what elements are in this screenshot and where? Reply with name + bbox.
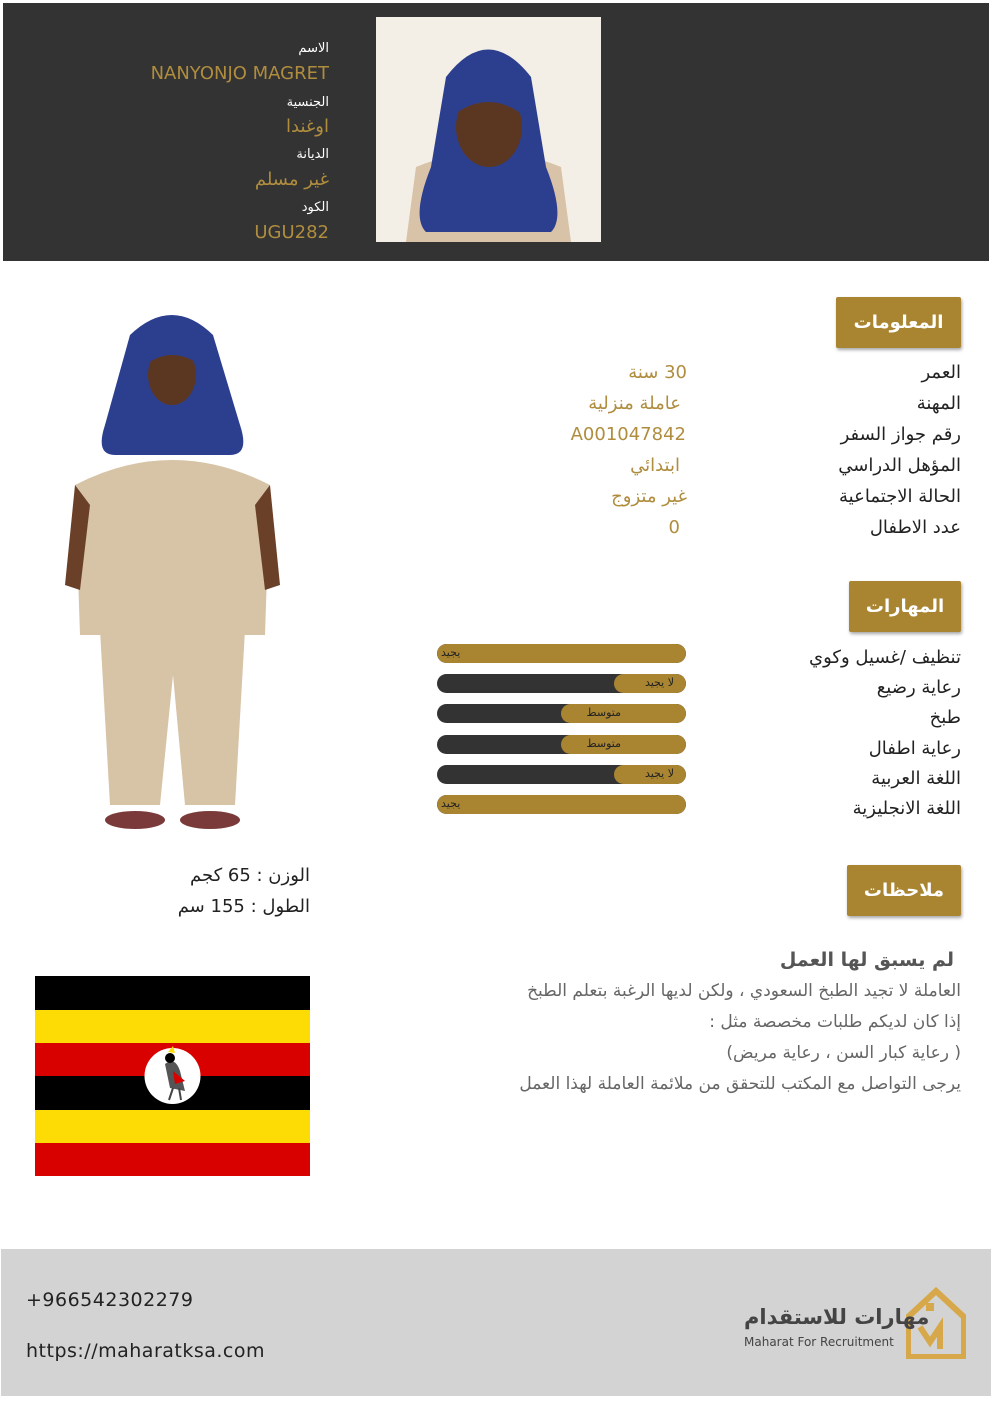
skill-level-text: يجيد xyxy=(441,797,461,810)
skill-level-bar xyxy=(437,795,686,814)
skill-label: اللغة الانجليزية xyxy=(852,798,961,819)
skills-section-title: المهارات xyxy=(849,581,961,632)
code-value: UGU282 xyxy=(254,222,329,243)
logo-text-arabic: مهارات للاستقدام xyxy=(744,1305,930,1329)
phone-number: +966542302279 xyxy=(26,1289,194,1311)
skill-level-bar xyxy=(437,735,686,754)
religion-label: الديانة xyxy=(296,147,329,162)
education-label: المؤهل الدراسي xyxy=(838,455,961,476)
passport-label: رقم جواز السفر xyxy=(840,424,961,445)
note-line: إذا كان لديكم طلبات مخصصة مثل : xyxy=(709,1012,961,1032)
note-line: يرجى التواصل مع المكتب للتحقق من ملائمة العاملة لهذا العمل xyxy=(519,1074,961,1094)
profession-value: عاملة منزلية xyxy=(588,393,681,414)
height-text: الطول : 155 سم xyxy=(177,896,310,917)
logo-text-english: Maharat For Recruitment xyxy=(744,1335,894,1349)
note-line: العاملة لا تجيد الطبخ السعودي ، ولكن لديها الرغبة بتعلم الطبخ xyxy=(527,981,961,1001)
skill-label: اللغة العربية xyxy=(871,768,961,789)
skill-level-fill xyxy=(437,795,686,814)
children-value: 0 xyxy=(668,517,680,538)
skill-level-fill xyxy=(561,735,686,754)
skill-level-fill xyxy=(561,704,686,723)
note-line: ( رعاية كبار السن ، رعاية مريض) xyxy=(726,1043,961,1063)
marital-status-label: الحالة الاجتماعية xyxy=(839,486,961,507)
website-link[interactable]: https://maharatksa.com xyxy=(26,1340,266,1362)
weight-text: الوزن : 65 كجم xyxy=(190,865,310,886)
skill-level-text: لا يجيد xyxy=(644,767,674,780)
skill-level-bar xyxy=(437,674,686,693)
age-label: العمر xyxy=(921,362,961,383)
skill-label: طبخ xyxy=(929,707,961,728)
children-label: عدد الاطفال xyxy=(869,517,961,538)
code-label: الكود xyxy=(301,200,329,215)
info-section-title: المعلومات xyxy=(836,297,961,348)
skill-level-text: متوسط xyxy=(586,706,621,719)
skill-level-bar xyxy=(437,644,686,663)
marital-status-value: غير متزوج xyxy=(611,486,687,507)
uganda-flag xyxy=(35,976,310,1176)
name-label: الاسم xyxy=(298,41,329,56)
full-body-photo xyxy=(35,295,310,855)
skill-label: رعاية اطفال xyxy=(868,738,961,759)
nationality-label: الجنسية xyxy=(286,95,329,110)
nationality-value: اوغندا xyxy=(286,116,329,137)
skill-label: رعاية رضيع xyxy=(876,677,961,698)
skill-level-bar xyxy=(437,704,686,723)
profession-label: المهنة xyxy=(916,393,961,414)
skill-level-text: لا يجيد xyxy=(644,676,674,689)
portrait-photo xyxy=(376,17,601,242)
passport-value: A001047842 xyxy=(570,424,686,445)
notes-section-title: ملاحظات xyxy=(847,865,961,916)
skill-level-text: متوسط xyxy=(586,737,621,750)
religion-value: غير مسلم xyxy=(254,169,329,190)
skill-label: تنظيف /غسيل وكوي xyxy=(809,647,961,668)
skill-level-text: يجيد xyxy=(441,646,461,659)
education-value: ابتدائي xyxy=(630,455,680,476)
age-value: 30 سنة xyxy=(628,362,687,383)
skill-level-fill xyxy=(437,644,686,663)
notes-heading: لم يسبق لها العمل xyxy=(779,949,954,971)
skill-level-bar xyxy=(437,765,686,784)
name-value: NANYONJO MAGRET xyxy=(150,63,329,84)
